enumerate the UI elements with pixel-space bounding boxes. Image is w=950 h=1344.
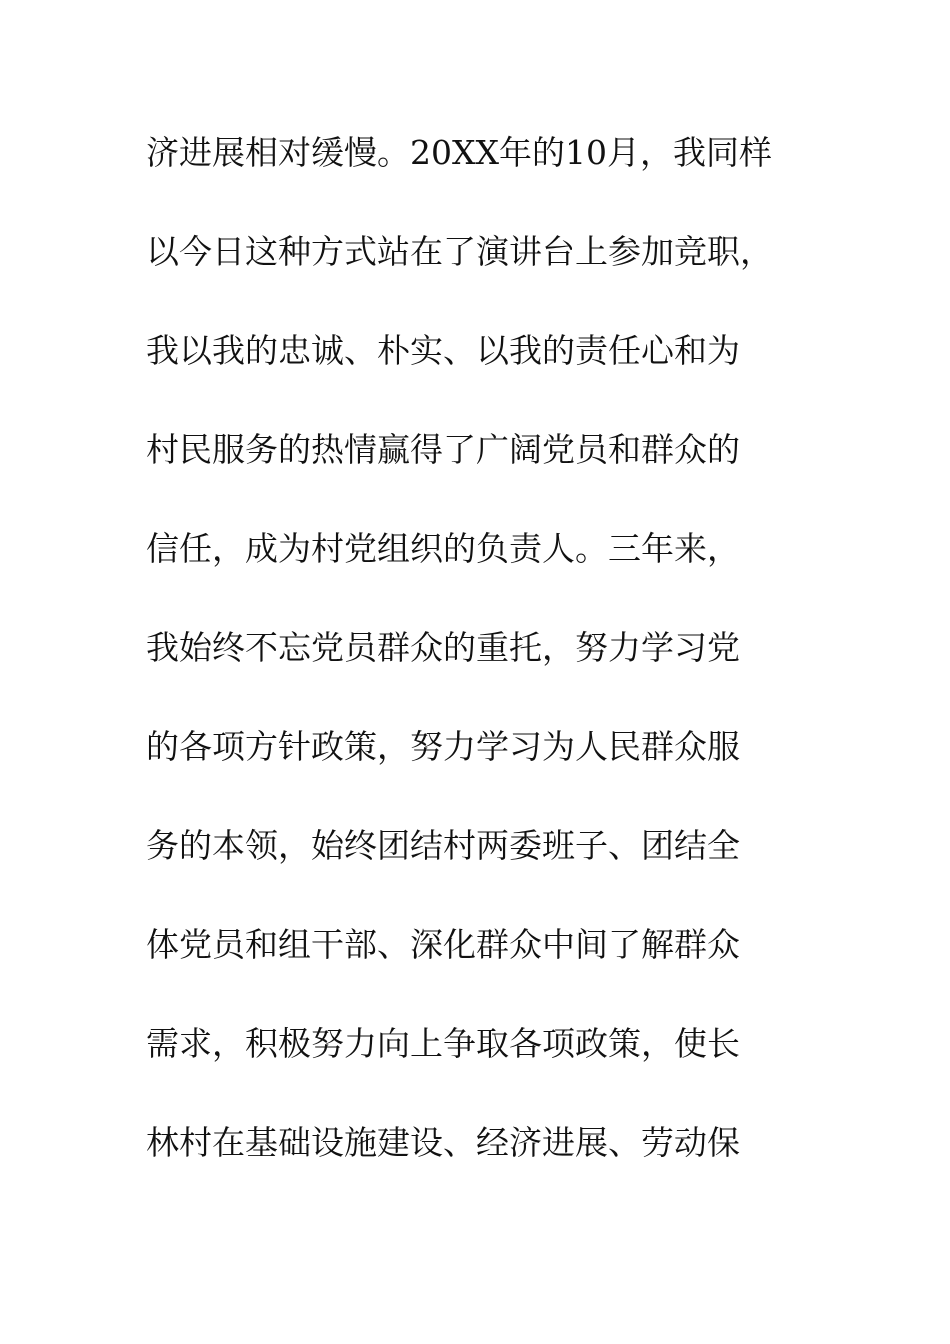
text-line: 我以我的忠诚、朴实、以我的责任心和为 [146,331,740,370]
text-line: 信任，成为村党组织的负责人。三年来， [146,529,740,568]
text-line: 林村在基础设施建设、经济进展、劳动保 [146,1123,740,1162]
body-paragraph [146,125,826,1214]
text-line: 济进展相对缓慢。20XX年的10月，我同样 [146,133,772,172]
text-line: 体党员和组干部、深化群众中间了解群众 [146,925,740,964]
text-line: 需求，积极努力向上争取各项政策，使长 [146,1024,740,1063]
text-line: 以今日这种方式站在了演讲台上参加竞职， [146,232,773,271]
text-line: 的各项方针政策，努力学习为人民群众服 [146,727,740,766]
text-line: 我始终不忘党员群众的重托，努力学习党 [146,628,740,667]
text-line: 村民服务的热情赢得了广阔党员和群众的 [146,430,740,469]
text-line: 务的本领，始终团结村两委班子、团结全 [146,826,740,865]
